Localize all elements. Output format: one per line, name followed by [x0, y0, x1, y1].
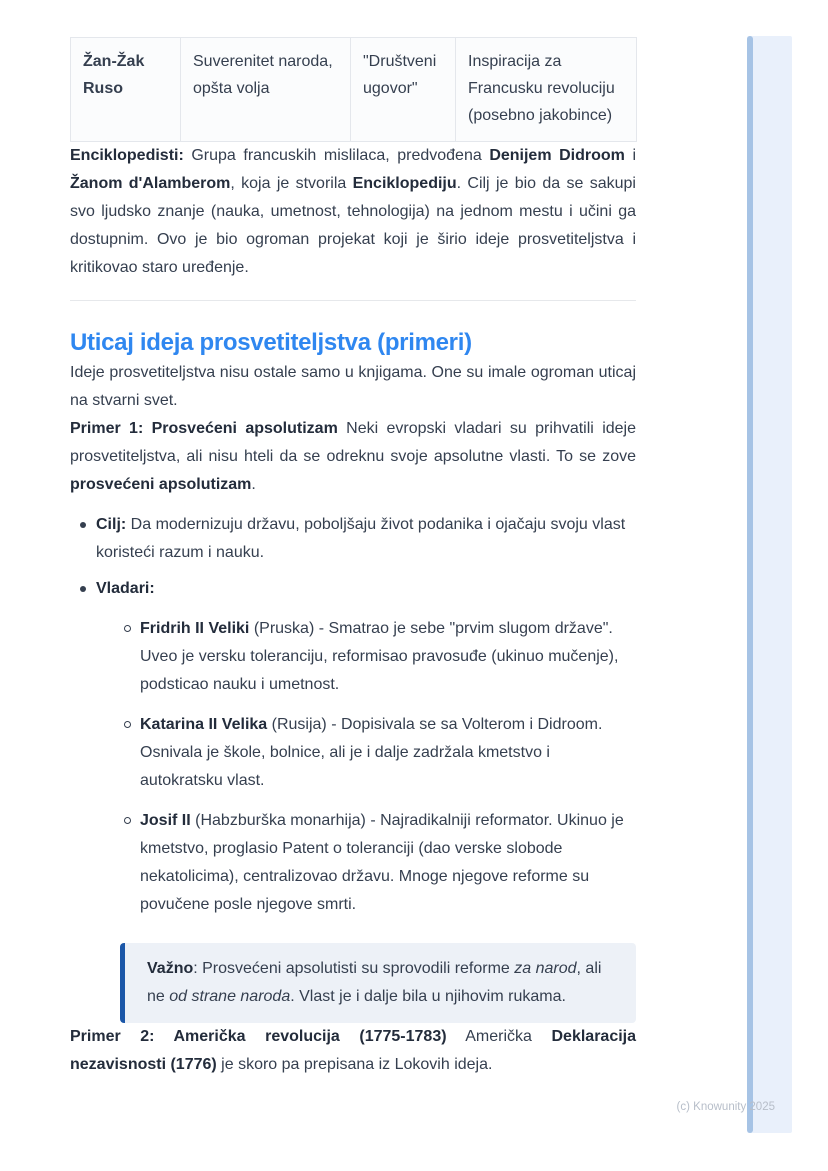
list-item-fridrih: Fridrih II Veliki (Pruska) - Smatrao je sebe "prvim slugom države". Uveo je versku toleranciju, reformisao pravosuđe (ukinuo mučenje), podsticao nauku i umetnost.: [114, 615, 636, 699]
paragraph-primer-2: Primer 2: Američka revolucija (1775-1783) Američka Deklaracija nezavisnosti (1776) je skoro pa prepisana iz Lokovih ideja.: [70, 1028, 637, 1073]
important-callout: Važno: Prosvećeni apsolutisti su sprovodili reforme za narod, ali ne od strane naroda. Vlast je i dalje bila u njihovim rukama.: [120, 943, 636, 1023]
table-cell-main-ideas: Suverenitet naroda, opšta volja: [181, 38, 351, 142]
list-item-katarina: Katarina II Velika (Rusija) - Dopisivala se sa Volterom i Didroom. Osnivala je škole, bolnice, ali je i dalje zadržala kmetstvo i autokratsku vlast.: [114, 711, 636, 795]
table-row: [71, 38, 637, 142]
list-item-cilj: Cilj: Da modernizuju državu, poboljšaju život podanika i ojačaju svoju vlast koristeći razum i nauku.: [70, 511, 636, 567]
rulers-sub-list: [96, 615, 636, 919]
table-cell-key-work: "Društveni ugovor": [351, 38, 456, 142]
paragraph-primer-1: Primer 1: Prosvećeni apsolutizam Neki evropski vladari su prihvatili ideje prosvetiteljstva, ali nisu hteli da se odreknu svoje apsolutne vlasti. To se zove prosvećeni apsolutizam.: [70, 420, 637, 493]
document-page: [70, 37, 636, 1079]
paragraph-enciklopedisti: Enciklopedisti: Grupa francuskih mislilaca, predvođena Denijem Didroom i Žanom d'Alamberom, koja je stvorila Enciklopediju. Cilj je bio da se sakupi svo ljudsko znanje (nauka, umetnost, tehnologija) na jednom mestu i učini ga dostupnim. Ovo je bio ogroman projekat koji je širio ideje prosvetiteljstva i kritikovao staro uređenje.: [70, 147, 637, 276]
list-item-josif: Josif II (Habzburška monarhija) - Najradikalniji reformator. Ukinuo je kmetstvo, proglasio Patent o toleranciji (dao verske slobode nekatolicima), centralizovao državu. Mnoge njegove reforme su povučene posle njegove smrti.: [114, 807, 636, 919]
section-heading: Uticaj ideja prosvetiteljstva (primeri): [70, 329, 472, 356]
list-item-vladari: [70, 575, 636, 919]
table-cell-thinker-name: Žan-Žak Ruso: [71, 38, 181, 142]
table-cell-influence: Inspiracija za Francusku revoluciju (posebno jakobince): [456, 38, 637, 142]
copyright-watermark: (c) Knowunity 2025: [676, 1101, 775, 1113]
bullet-list: [70, 511, 636, 919]
section-divider: [70, 300, 636, 301]
list-item-vladari-label: Vladari:: [96, 580, 155, 597]
scrollbar-thumb[interactable]: [747, 36, 753, 1133]
thinkers-table: [70, 37, 637, 142]
paragraph-intro: Ideje prosvetiteljstva nisu ostale samo u knjigama. One su imale ogroman uticaj na stvarni svet.: [70, 364, 636, 409]
scroll-track-highlight: [747, 36, 792, 1133]
